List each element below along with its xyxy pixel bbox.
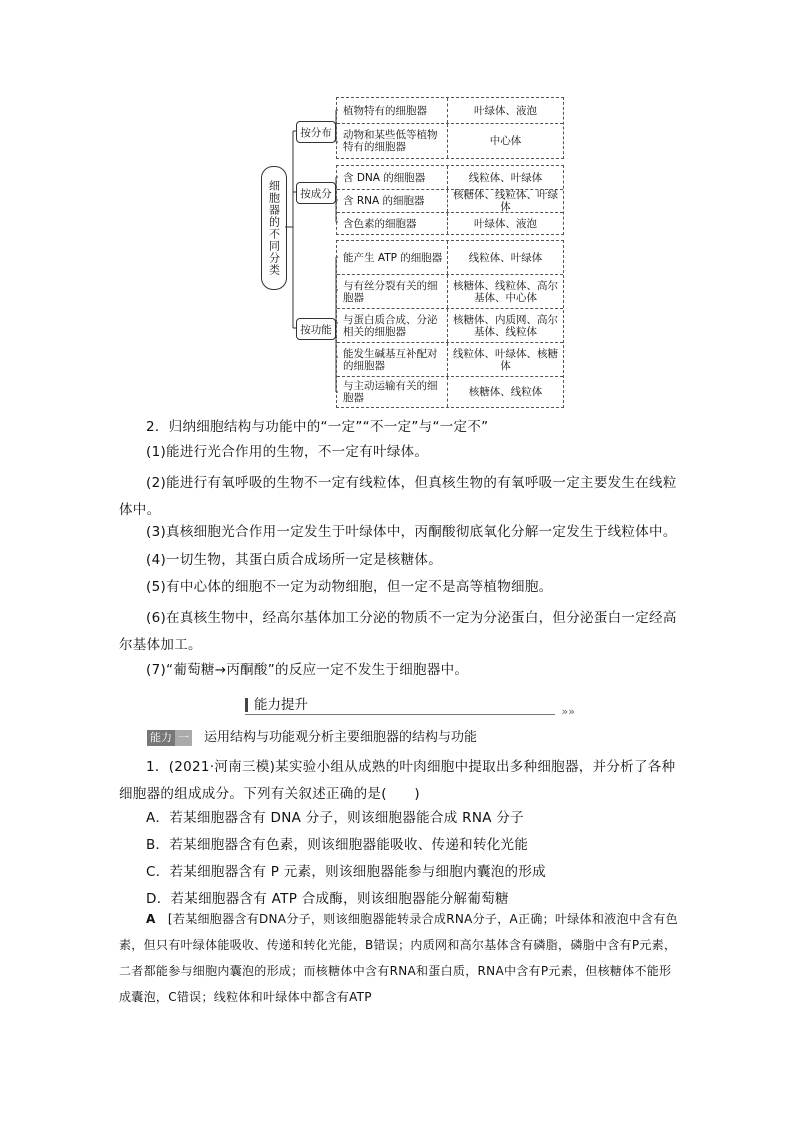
group-label-distribution: 按分布 (296, 121, 336, 143)
table-row (337, 376, 563, 407)
section2-item-5: (5)有中心体的细胞不一定为动物细胞，但一定不是高等植物细胞。 (146, 579, 553, 595)
section2-heading: 2．归纳细胞结构与功能中的“一定”“不一定”与“一定不” (146, 419, 489, 435)
row-value: 线粒体、叶绿体 (447, 166, 563, 189)
row-value: 核糖体、线粒体、高尔基体、中心体 (447, 275, 563, 308)
organelle-classification-diagram (0, 0, 794, 420)
table-row (337, 342, 563, 376)
section2-item-2: (2)能进行有氧呼吸的生物不一定有线粒体，但真核生物的有氧呼吸一定主要发生在线粒体中。 (119, 475, 677, 518)
section-title-underline (245, 714, 555, 715)
option-b: B．若某细胞器含有色素，则该细胞器能吸收、传递和转化光能 (146, 837, 529, 853)
group-box-composition (336, 165, 564, 235)
section2-item-3: (3)真核细胞光合作用一定发生于叶绿体中，丙酮酸彻底氧化分解一定发生于线粒体中。 (146, 524, 677, 540)
row-label: 动物和某些低等植物特有的细胞器 (343, 129, 438, 153)
row-value: 核糖体、线粒体、叶绿体 (447, 190, 563, 212)
row-value: 叶绿体、液泡 (447, 213, 563, 234)
answer-text: [若某细胞器含有DNA分子，则该细胞器能转录合成RNA分子，A正确；叶绿体和液泡中含有色素，但只有叶绿体能吸收、传递和转化光能，B错误；内质网和高尔基体含有磷脂，磷脂中含有P元素，二者都能参与细胞内囊泡的形成；而核糖体中含有RNA和蛋白质，RNA中含有P元素，但核糖体不能形成囊泡，C错误；线粒体和叶绿体中都含有ATP (119, 912, 678, 1004)
section-title: 能力提升 (254, 697, 308, 713)
table-row (337, 166, 563, 189)
row-label: 能发生碱基互补配对的细胞器 (343, 347, 438, 372)
row-label: 植物特有的细胞器 (343, 104, 427, 117)
table-row (337, 241, 563, 274)
option-c: C．若某细胞器含有 P 元素，则该细胞器能参与细胞内囊泡的形成 (146, 864, 546, 880)
answer-explanation (119, 906, 679, 1010)
ability-title: 运用结构与功能观分析主要细胞器的结构与功能 (204, 730, 478, 745)
row-value: 线粒体、叶绿体、核糖体 (447, 343, 563, 376)
double-chevron-icon: »» (561, 705, 575, 718)
row-label: 与主动运输有关的细胞器 (343, 380, 438, 404)
row-label: 与有丝分裂有关的细胞器 (343, 279, 438, 304)
row-label: 含 RNA 的细胞器 (343, 195, 425, 207)
table-row (337, 274, 563, 308)
ability-badge-number: 一 (175, 730, 192, 746)
option-d: D．若某细胞器含有 ATP 合成酶，则该细胞器能分解葡萄糖 (146, 891, 509, 907)
row-label: 与蛋白质合成、分泌相关的细胞器 (343, 313, 438, 338)
group-box-distribution (336, 97, 564, 159)
group-label-function: 按功能 (296, 318, 336, 340)
table-row (337, 212, 563, 234)
row-value: 核糖体、线粒体 (447, 377, 563, 407)
row-label: 含色素的细胞器 (343, 217, 417, 230)
row-label: 能产生 ATP 的细胞器 (343, 251, 443, 264)
question-stem: 1．(2021·河南三模)某实验小组从成熟的叶肉细胞中提取出多种细胞器，并分析了各种细胞器的组成成分。下列有关叙述正确的是( ) (119, 759, 676, 802)
group-box-function (336, 240, 564, 408)
section2-item-6: (6)在真核生物中，经高尔基体加工分泌的物质不一定为分泌蛋白，但分泌蛋白一定经高尔基体加工。 (119, 610, 677, 653)
row-label: 含 DNA 的细胞器 (343, 171, 426, 184)
ability-badge (147, 730, 192, 746)
table-row (337, 189, 563, 212)
section2-item-1: (1)能进行光合作用的生物，不一定有叶绿体。 (146, 444, 429, 460)
group-label-composition: 按成分 (296, 182, 336, 204)
ability-badge-label: 能力 (147, 730, 175, 746)
table-row (337, 308, 563, 342)
section2-item-7: (7)“葡萄糖→丙酮酸”的反应一定不发生于细胞器中。 (146, 662, 469, 678)
table-row (337, 123, 563, 158)
root-label: 细胞器的不同分类 (261, 166, 287, 290)
section-title-marker (245, 698, 248, 712)
section2-item-4: (4)一切生物，其蛋白质合成场所一定是核糖体。 (146, 552, 443, 568)
option-a: A．若某细胞器含有 DNA 分子，则该细胞器能合成 RNA 分子 (146, 810, 524, 826)
row-value: 叶绿体、液泡 (447, 98, 563, 123)
row-value: 核糖体、内质网、高尔基体、线粒体 (447, 309, 563, 342)
row-value: 中心体 (447, 124, 563, 158)
answer-letter: A (146, 912, 156, 926)
row-value: 线粒体、叶绿体 (447, 241, 563, 274)
section-title-bar (245, 695, 575, 718)
table-row (337, 98, 563, 123)
